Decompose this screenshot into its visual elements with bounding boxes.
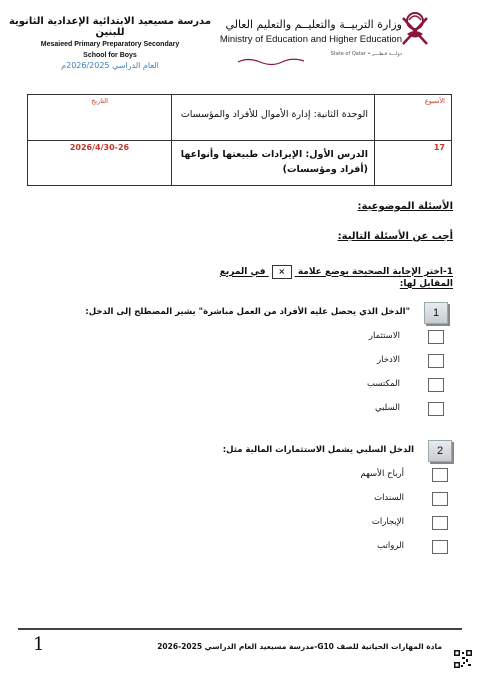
option-checkbox[interactable]: [432, 492, 448, 506]
state-label: State of Qatar • دولـــة قـطـــر: [330, 51, 402, 57]
academic-year: العام الدراسي 2026/2025م: [61, 61, 159, 70]
date-value: 2026/4/30-26: [69, 143, 130, 152]
week-cell: [375, 95, 452, 141]
lesson-cell: [172, 141, 375, 186]
week-value-cell: [375, 141, 452, 186]
option-checkbox[interactable]: [428, 402, 444, 416]
date-label: التاريخ: [91, 97, 108, 105]
ministry-tagline-icon: [236, 56, 306, 66]
option-checkbox[interactable]: [432, 516, 448, 530]
lesson-info-table: [27, 94, 452, 186]
option-label: الإيجارات: [371, 517, 404, 527]
option-label: الاستثمار: [368, 331, 400, 341]
question-number-badge: 2: [428, 440, 452, 462]
option-label: الرواتب: [377, 541, 404, 551]
option-label: المكتسب: [366, 379, 400, 389]
school-name-english-line2: School for Boys: [83, 52, 137, 59]
page-number: 1: [33, 634, 45, 655]
option-checkbox[interactable]: [428, 378, 444, 392]
week-label: الأسبوع: [424, 97, 445, 105]
date-cell: [28, 95, 172, 141]
school-name-english-line1: Mesaieed Primary Preparatory Secondary: [40, 41, 180, 48]
ministry-name-arabic: وزارة التربيــة والتعليــم والتعليم العالي: [225, 18, 402, 31]
unit-title: الوحدة الثانية: إدارة الأموال للأفراد والمؤسسات: [180, 109, 368, 120]
option-checkbox[interactable]: [432, 468, 448, 482]
question-text: "الدخل الذي يحصل عليه الأفراد من العمل مباشرة" يشير المصطلح إلى الدخل:: [85, 307, 410, 317]
footer-text: مادة المهارات الحياتية للصف G10-مدرسة مسيعيد العام الدراسي 2025-2026: [157, 642, 442, 651]
week-value: 17: [433, 143, 445, 152]
date-value-cell: [28, 141, 172, 186]
option-checkbox[interactable]: [432, 540, 448, 554]
option-label: الادخار: [377, 355, 400, 365]
option-checkbox[interactable]: [428, 354, 444, 368]
answer-questions-heading: أجب عن الأسئلة التالية:: [337, 231, 453, 242]
option-label: السندات: [374, 493, 404, 503]
x-mark-box: ×: [272, 265, 292, 279]
ministry-name-english: Ministry of Education and Higher Education: [219, 34, 402, 45]
option-checkbox[interactable]: [428, 330, 444, 344]
objective-questions-heading: الأسئلة الموضوعية:: [357, 201, 453, 212]
instruction-prefix: 1-اختر الإجابة الصحيحة بوضع علامة: [297, 267, 453, 277]
option-label: السلبي: [375, 403, 400, 413]
unit-cell: [172, 95, 375, 141]
qr-code-icon: [454, 650, 472, 668]
instruction-suffix: في المربع المقابل لها:: [219, 267, 453, 289]
instruction-line: [203, 265, 453, 289]
school-name-arabic: مدرسة مسيعيد الابتدائية الإعدادية الثانوية للبنين: [8, 16, 212, 38]
option-label: أرباح الأسهم: [360, 469, 404, 479]
ministry-emblem-icon: [398, 8, 432, 48]
question-text: الدخل السلبي يشمل الاستثمارات المالية مثل:: [222, 445, 414, 455]
question-number-badge: 1: [424, 302, 448, 324]
footer-divider: [18, 628, 462, 630]
lesson-title: الدرس الأول: الإيرادات طبيعتها وأنواعها (أفراد ومؤسسات): [180, 149, 368, 175]
